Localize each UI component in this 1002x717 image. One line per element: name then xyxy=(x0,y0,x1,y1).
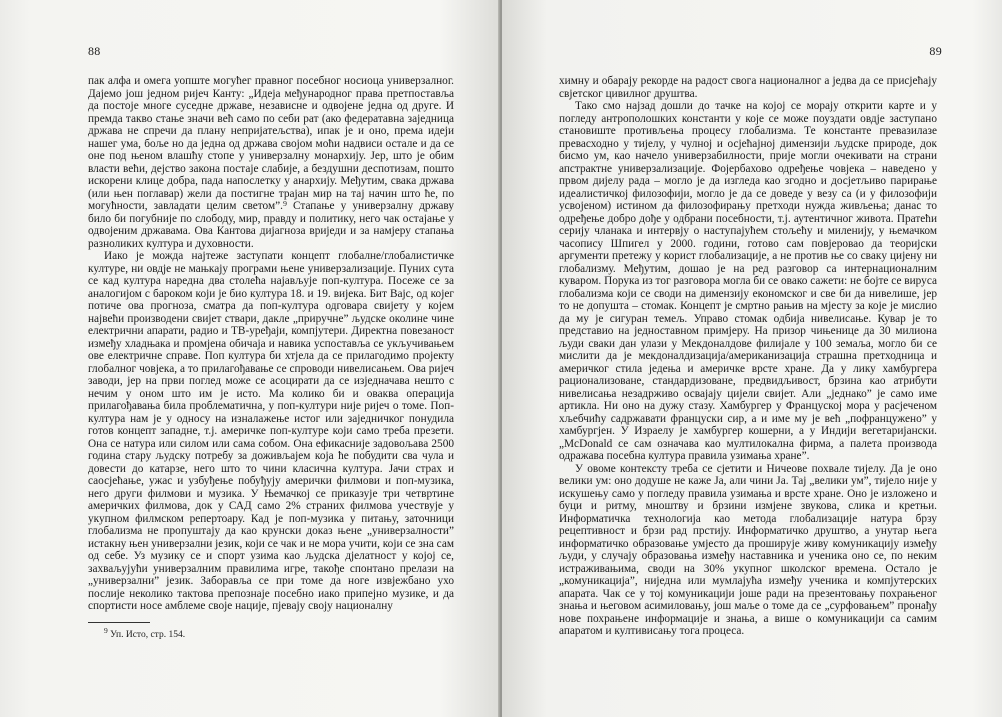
footnote xyxy=(104,625,186,641)
page-number-left: 88 xyxy=(88,44,101,58)
left-page xyxy=(0,0,500,717)
right-page xyxy=(502,0,1002,717)
paragraph: Тако смо најзад дошли до тачке на којој се морају открити карте и у погледу антрополошких константи у које се може поуздати овдје заступано становиште противљења процесу глобализма. Те константе превазилазе превасходно у тијелу, у чулној и осјећајној димензији људске природе, док бисмо ум, као начело универзабилности, прије могли очекивати на страни апстрактне универзализације. Фојербахово одређење човјека – наведено у првом дијелу рада – могло је да изгледа као згодно и досјетљиво парирање идеалистичкој филозофији, могло је да се доведе у везу са (и у филозофији усвојеном) истином да филозофирању претходи нужда живљења; данас то одређење добро дође у одбрани посебности, т.ј. аутентичног живота. Пратећи серију чланака и интервју о наступајућем стољећу и миленију, у њемачком часопису Шпигел у 2000. години, готово сам повјеровао да теоријски аргументи претежу у корист глобализације, а не против ње со свакy цијену ни глобализму. Међутим, дошао је на ред разговор са интернационалним куваром. Порука из тог разговора могла би се овако сажети: не бојте се вируса глобализма који се своди на димензију економског и све би да нивелише, јер то не допушта – стомак. Концепт је смртно рањив на мјесту за које је мислио да му је сигуран темељ. Управо стомак одбија нивелисање. Кувар је то представио на једноставном примјеру. На призор чињенице да 30 милиона људи сваки дан улази у Мекдоналдове филијале у 100 земаља, могло би се мислити да је мекдоналдизација/американизација страшна претходница и америчког стила једења и америчке врсте хране. Да у лику хамбургера рационализоване, стандардизоване, предвидљивост, брзина као атрибути нивелисања незадрживо освајају цијели свијет. Али „једнако” је само име артикла. Ни оно на дужу стазу. Хамбургер у Француској мора у расјеченом хљебчићу садржавати француски сир, а и име му је већ „пофранцужено” у хамбургјен. У Израелу је хамбургер кошерни, а у Индији вегетаријански. „McDonald се сам означава као мултилокална фирма, а палета производа одражава посебна култура правила узимања хране”. xyxy=(559,100,937,462)
paragraph: пак алфа и омега уопште могућег правног посебног носиоца универзалног. Дајемо још једном ријеч Канту: „Идеја међународног права претпоставља да постоје многе суседне државе, независне и одвојене једна од друге. И премда такво стање значи већ само по себи рат (ако федератавна заједница држава не спречи да плану непријатељства), ипак је и оно, према идеји нашег ума, боље но да једна од држава својом моћи надвиси остале и да се оне под њеном влашћу стопе у универзалну монархију. Јер, што је обим власти већи, дејство закона постаје слабије, а бездушни деспотизам, пошто искорени клице добра, пада напослетку у анархију. Међутим, свака држава (или њен поглавар) жели да постигне трајан мир на тај начин што ће, по могућности, завладати целим светом”.⁹ Стапање у универзалну државу било би погубније по слободу, мир, правду и политику, него чак остајање у одвојеним државама. Ова Кантова дијагноза вриједи и за намјеру стапања разноликих култура и духовности. xyxy=(88,75,454,250)
footnote-mark: 9 xyxy=(104,625,108,635)
footnote-divider xyxy=(88,622,150,623)
right-page-text xyxy=(559,75,937,638)
footnote-text: Уп. Исто, стр. 154. xyxy=(110,630,186,640)
page-number-right: 89 xyxy=(929,44,942,58)
paragraph: химну и обарају рекорде на радост свога националног а једва да се присјећају свјетског цивилног друштва. xyxy=(559,75,937,100)
paragraph: Иако је можда најтеже заступати концепт глобалне/глобалистичке културе, ни овдје не мањкају програми њене универзализације. Пуних сута се кад култура наредна два столећа најављује поп-култура. Посеже се за аналогијом с бароком који је био култура 18. и 19. вијека. Бит Вајс, од којег потиче ова прогноза, сматра да поп-култура одговара свијету у којем највећи производени свијет ствари, дакле „приручне” људске околине чине електрични апарати, радио и ТВ-уређаји, компјутери. Директна повезаност између хладњака и промјена обичаја и навика успоставља се укључивањем ове електричне справе. Поп култура би хтјела да се прилагодимо пројекту глобалног човјека, а то прилагођавање се спроводи нивелисањем. Ова ријеч заводи, јер на први поглед може се асоцирати да се изједначава нешто с нечим у оном што им је исто. Ма колико би и оваква операција прилагођавања била проблематична, у поп-култури није ријеч о томе. Поп-култура нам је у односу на изналажење истог или заједничког понудила готов концепт западне, т.ј. америчке поп-културе који само треба презети. Она се натура или силом или сама собом. Она ефикасније задовољава 2500 година стару људску потребу за доживљајем која ће побудити сва чула и довести до катарзе, него што то чини класична култура. Јачи страх и саосјећање, ужас и узбуђење побуђују амерички филмови и поп-музика, него други филмови и музика. У Њемачкој се приказује три четвртине америчких филмова, док у САД само 2% страних филмова учествује у укупном филмском репертоару. Кад је поп-музика у питању, заточници глобализма не пропуштају да као крунски доказ њене „универзалности” истакну њен универзални језик, који се чак и не мора учити, који се зна сам од себе. Уз музику се и спорт узима као људска дјелатност у којој се, захваљујући универзалним правилима игре, такође спонтано прелази на „универзални” језик. Заборавља се при томе да ноге извјежбано ухо послије неколико тактова препознаје посебно иако припејно музике, и да спортисти носе амблеме своје нације, пјевају своју националну xyxy=(88,250,454,612)
paragraph: У овоме контексту треба се сјетити и Ничеове похвале тијелу. Да је оно велики ум: оно додуше не каже Ја, али чини Ја. Тај „велики ум”, тијело није у искушењу само у погледу правила узимања и врсте хране. Оно је изложено и буци и ритму, мноштву и брзини измјене звукова, слика и кретњи. Информатичка технологија као метода глобализације натура брзу рецептивност и брзи рад прстију. Информатичко друштво, а унутар њега информатичко образовање умјесто да проширује живу комуникацију између људи, у случају образовања између наставника и ученика оно се, по неким истраживањима, своди на 30% укупног школског времена. Остало је „комуникација”, ниједна или мумлајућа између ученика и компјутерских апарата. Чак се у тој комуникацији јоше ради на презентовању похрањеног знања и његовом асимиловању, још маље о томе да се „сурфовањем” пронађу нове похрањене информације и знања, а више о комуникацији са самим апаратом и култивисању тога процеса. xyxy=(559,462,937,637)
left-page-text xyxy=(88,75,454,613)
